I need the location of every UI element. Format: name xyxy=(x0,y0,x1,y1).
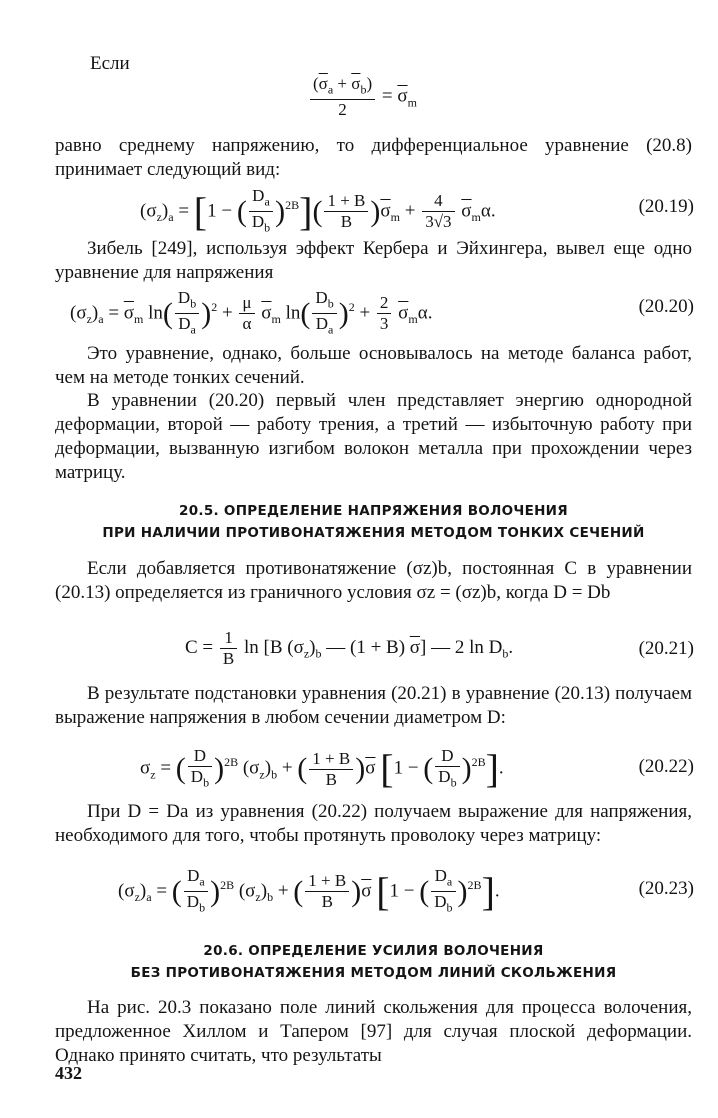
heading-line: ПРИ НАЛИЧИИ ПРОТИВОНАТЯЖЕНИЯ МЕТОДОМ ТОНКИХ СЕЧЕНИЙ xyxy=(102,525,645,541)
equation-20-23: $(\sigma_z)_a$ = ( $\frac{D_a}{D_b}$ )$^{2B}$ $(\sigma_z)_b$ + ( $\frac{1 + B}{B}$ )$\overline{\sigma}$ [1 − ( $\frac{D_a}{D_b}$ )$^{2B}$]. xyxy=(118,866,500,915)
paragraph-2: равно среднему напряжению, то дифференциальное уравнение (20.8) принимает следующий вид: xyxy=(55,135,692,180)
section-heading-20-5 xyxy=(55,500,692,544)
equation-20-19: $(\sigma_z)_a = [1$ − ( $\frac{D_a}{D_b}$ )$^{2B}$]( $\frac{1 + B}{B}$ )$\overline{\sigma}_m$ + $\frac{4}{3√3}$ $\overline{\sigma}_m\alpha$. xyxy=(140,186,496,235)
paragraph-8: При D = Da из уравнения (20.22) получаем выражение для напряжения, необходимого для того, чтобы протянуть проволоку через матрицу: xyxy=(55,801,692,846)
paragraph-4: Это уравнение, однако, больше основывалось на методе баланса работ, чем на методе тонких сечений. xyxy=(55,343,692,388)
equation-number: (20.21) xyxy=(638,638,694,659)
equation-number: (20.19) xyxy=(638,196,694,217)
heading-line: 20.6. ОПРЕДЕЛЕНИЕ УСИЛИЯ ВОЛОЧЕНИЯ xyxy=(203,943,544,959)
paragraph-3: Зибель [249], используя эффект Кербера и Эйхингера, вывел еще одно уравнение для напряжения xyxy=(55,238,692,283)
paragraph-if: Если xyxy=(90,53,130,74)
paragraph-5: В уравнении (20.20) первый член представляет энергию однородной деформации, второй — работу трения, а третий — избыточную работу при деформации, вызванную изгибом волокон металла при прохождении через матрицу. xyxy=(55,390,692,483)
equation-number: (20.23) xyxy=(638,878,694,899)
heading-line: 20.5. ОПРЕДЕЛЕНИЕ НАПРЯЖЕНИЯ ВОЛОЧЕНИЯ xyxy=(179,503,568,519)
equation-mean-stress: $\frac{(\overline{\sigma}_a + \overline{\sigma}_b)}{2}$ = $\overline{\sigma}_m$ xyxy=(308,74,417,120)
paragraph-9: На рис. 20.3 показано поле линий скольжения для процесса волочения, предложенное Хиллом и Тапером [97] для случая плоской деформации. Однако принято считать, что результаты xyxy=(55,997,692,1066)
paragraph-7: В результате подстановки уравнения (20.21) в уравнение (20.13) получаем выражение напряжения в любом сечении диаметром D: xyxy=(55,683,692,728)
heading-line: БЕЗ ПРОТИВОНАТЯЖЕНИЯ МЕТОДОМ ЛИНИЙ СКОЛЬЖЕНИЯ xyxy=(130,965,617,981)
equation-20-21: C = $\frac{1}{B}$ ln [B $(\sigma_z)_b$ — (1 + B) $\overline{\sigma}$] — 2 $\ln D_b$. xyxy=(185,628,514,668)
section-heading-20-6 xyxy=(55,940,692,984)
equation-number: (20.20) xyxy=(638,296,694,317)
equation-20-20: $(\sigma_z)_a = \overline{\sigma}_m$ ln( $\frac{D_b}{D_a}$ )$^2$ + $\frac{\mu}{\alpha}$ $\overline{\sigma}_m$ ln( $\frac{D_b}{D_a}$ )$^2$ + $\frac{2}{3}$ $\overline{\sigma}_m\alpha$. xyxy=(70,288,433,337)
paragraph-6: Если добавляется противонатяжение (σz)b, постоянная C в уравнении (20.13) определяется из граничного условия σz = (σz)b, когда D = Db xyxy=(55,558,692,603)
equation-20-22: $\sigma_z$ = ( $\frac{D}{D_b}$ )$^{2B}$ $(\sigma_z)_b$ + ( $\frac{1 + B}{B}$ )$\overline{\sigma}$ [1 − ( $\frac{D}{D_b}$ )$^{2B}$]. xyxy=(140,746,504,792)
page-number: 432 xyxy=(55,1063,82,1083)
equation-number: (20.22) xyxy=(638,756,694,777)
